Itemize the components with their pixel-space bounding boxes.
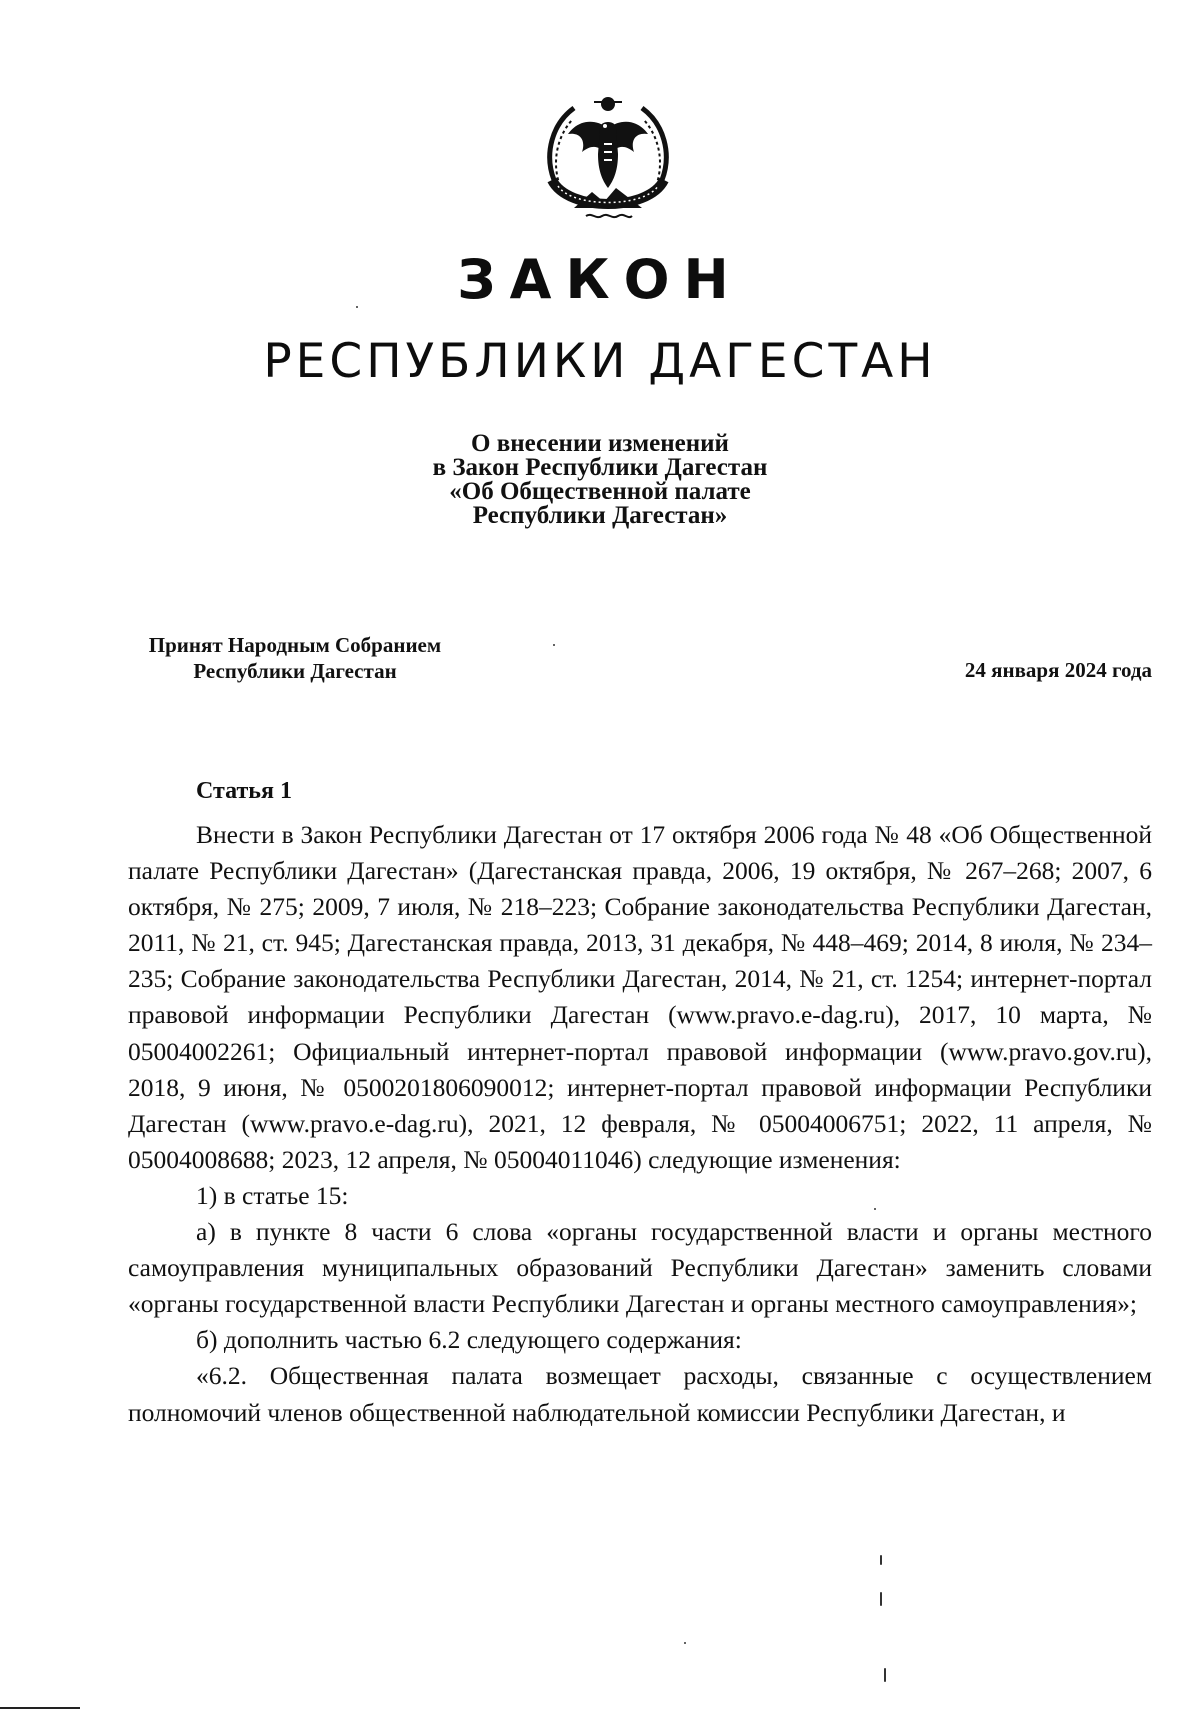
law-heading-line: в Закон Республики Дагестан (432, 454, 768, 481)
law-heading (0, 432, 1200, 528)
scan-speck (874, 1208, 876, 1210)
scan-speck (880, 1555, 882, 1565)
adopted-by-line: Республики Дагестан (193, 659, 397, 683)
law-heading-line: Республики Дагестан» (472, 502, 728, 529)
article-paragraph: а) в пункте 8 части 6 слова «органы государственной власти и органы местного самоуправления муниципальных образований Республики Дагестан» заменить словами «органы государственной власти Республики Дагестан и органы местного самоуправления»; (128, 1217, 1152, 1319)
article-paragraph: «6.2. Общественная палата возмещает расходы, связанные с осуществлением полномочий членов общественной наблюдательной комиссии Республики Дагестан, и (128, 1361, 1152, 1427)
document-subtitle: РЕСПУБЛИКИ ДАГЕСТАН (263, 334, 937, 389)
article-paragraph: 1) в статье 15: (196, 1180, 349, 1210)
scan-speck (884, 1668, 886, 1682)
law-heading-line: «Об Общественной палате (449, 478, 751, 505)
adopted-by (120, 632, 470, 684)
coat-of-arms-icon (534, 84, 682, 232)
article-paragraph: Внести в Закон Республики Дагестан от 17 октября 2006 года № 48 «Об Общественной палате Республики Дагестан» (Дагестанская правда, 2006, 19 октября, № 267–268; 2007, 6 октября, № 275; 2009, 7 июля, № 218–223; Собрание законодательства Республики Дагестан, 2011, № 21, ст. 945; Дагестанская правда, 2013, 31 декабря, № 448–469; 2014, 8 июля, № 234–235; Собрание законодательства Республики Дагестан, 2014, № 21, ст. 1254; интернет-портал правовой информации Республики Дагестан (www.pravo.e-dag.ru), 2017, 10 марта, № 05004002261; Официальный интернет-портал правовой информации (www.pravo.gov.ru), 2018, 9 июня, № 0500201806090012; интернет-портал правовой информации Республики Дагестан (www.pravo.e-dag.ru), 2021, 12 февраля, № 05004006751; 2022, 11 апреля, № 05004008688; 2023, 12 апреля, № 05004011046) следующие изменения: (128, 820, 1152, 1174)
scan-speck (553, 644, 555, 646)
scan-edge-line (0, 1707, 80, 1709)
article-title: Статья 1 (196, 778, 292, 804)
scan-speck (880, 1592, 882, 1606)
adopted-by-line: Принят Народным Собранием (148, 633, 442, 657)
article-body (128, 817, 1152, 1431)
adoption-date: 24 января 2024 года (964, 658, 1152, 682)
scan-speck (684, 1642, 686, 1644)
scan-speck (356, 306, 358, 308)
document-title: ЗАКОН (457, 248, 743, 311)
law-heading-line: О внесении изменений (471, 430, 729, 457)
coat-of-arms-emblem (534, 84, 682, 232)
article-paragraph: б) дополнить частью 6.2 следующего содержания: (196, 1325, 742, 1355)
